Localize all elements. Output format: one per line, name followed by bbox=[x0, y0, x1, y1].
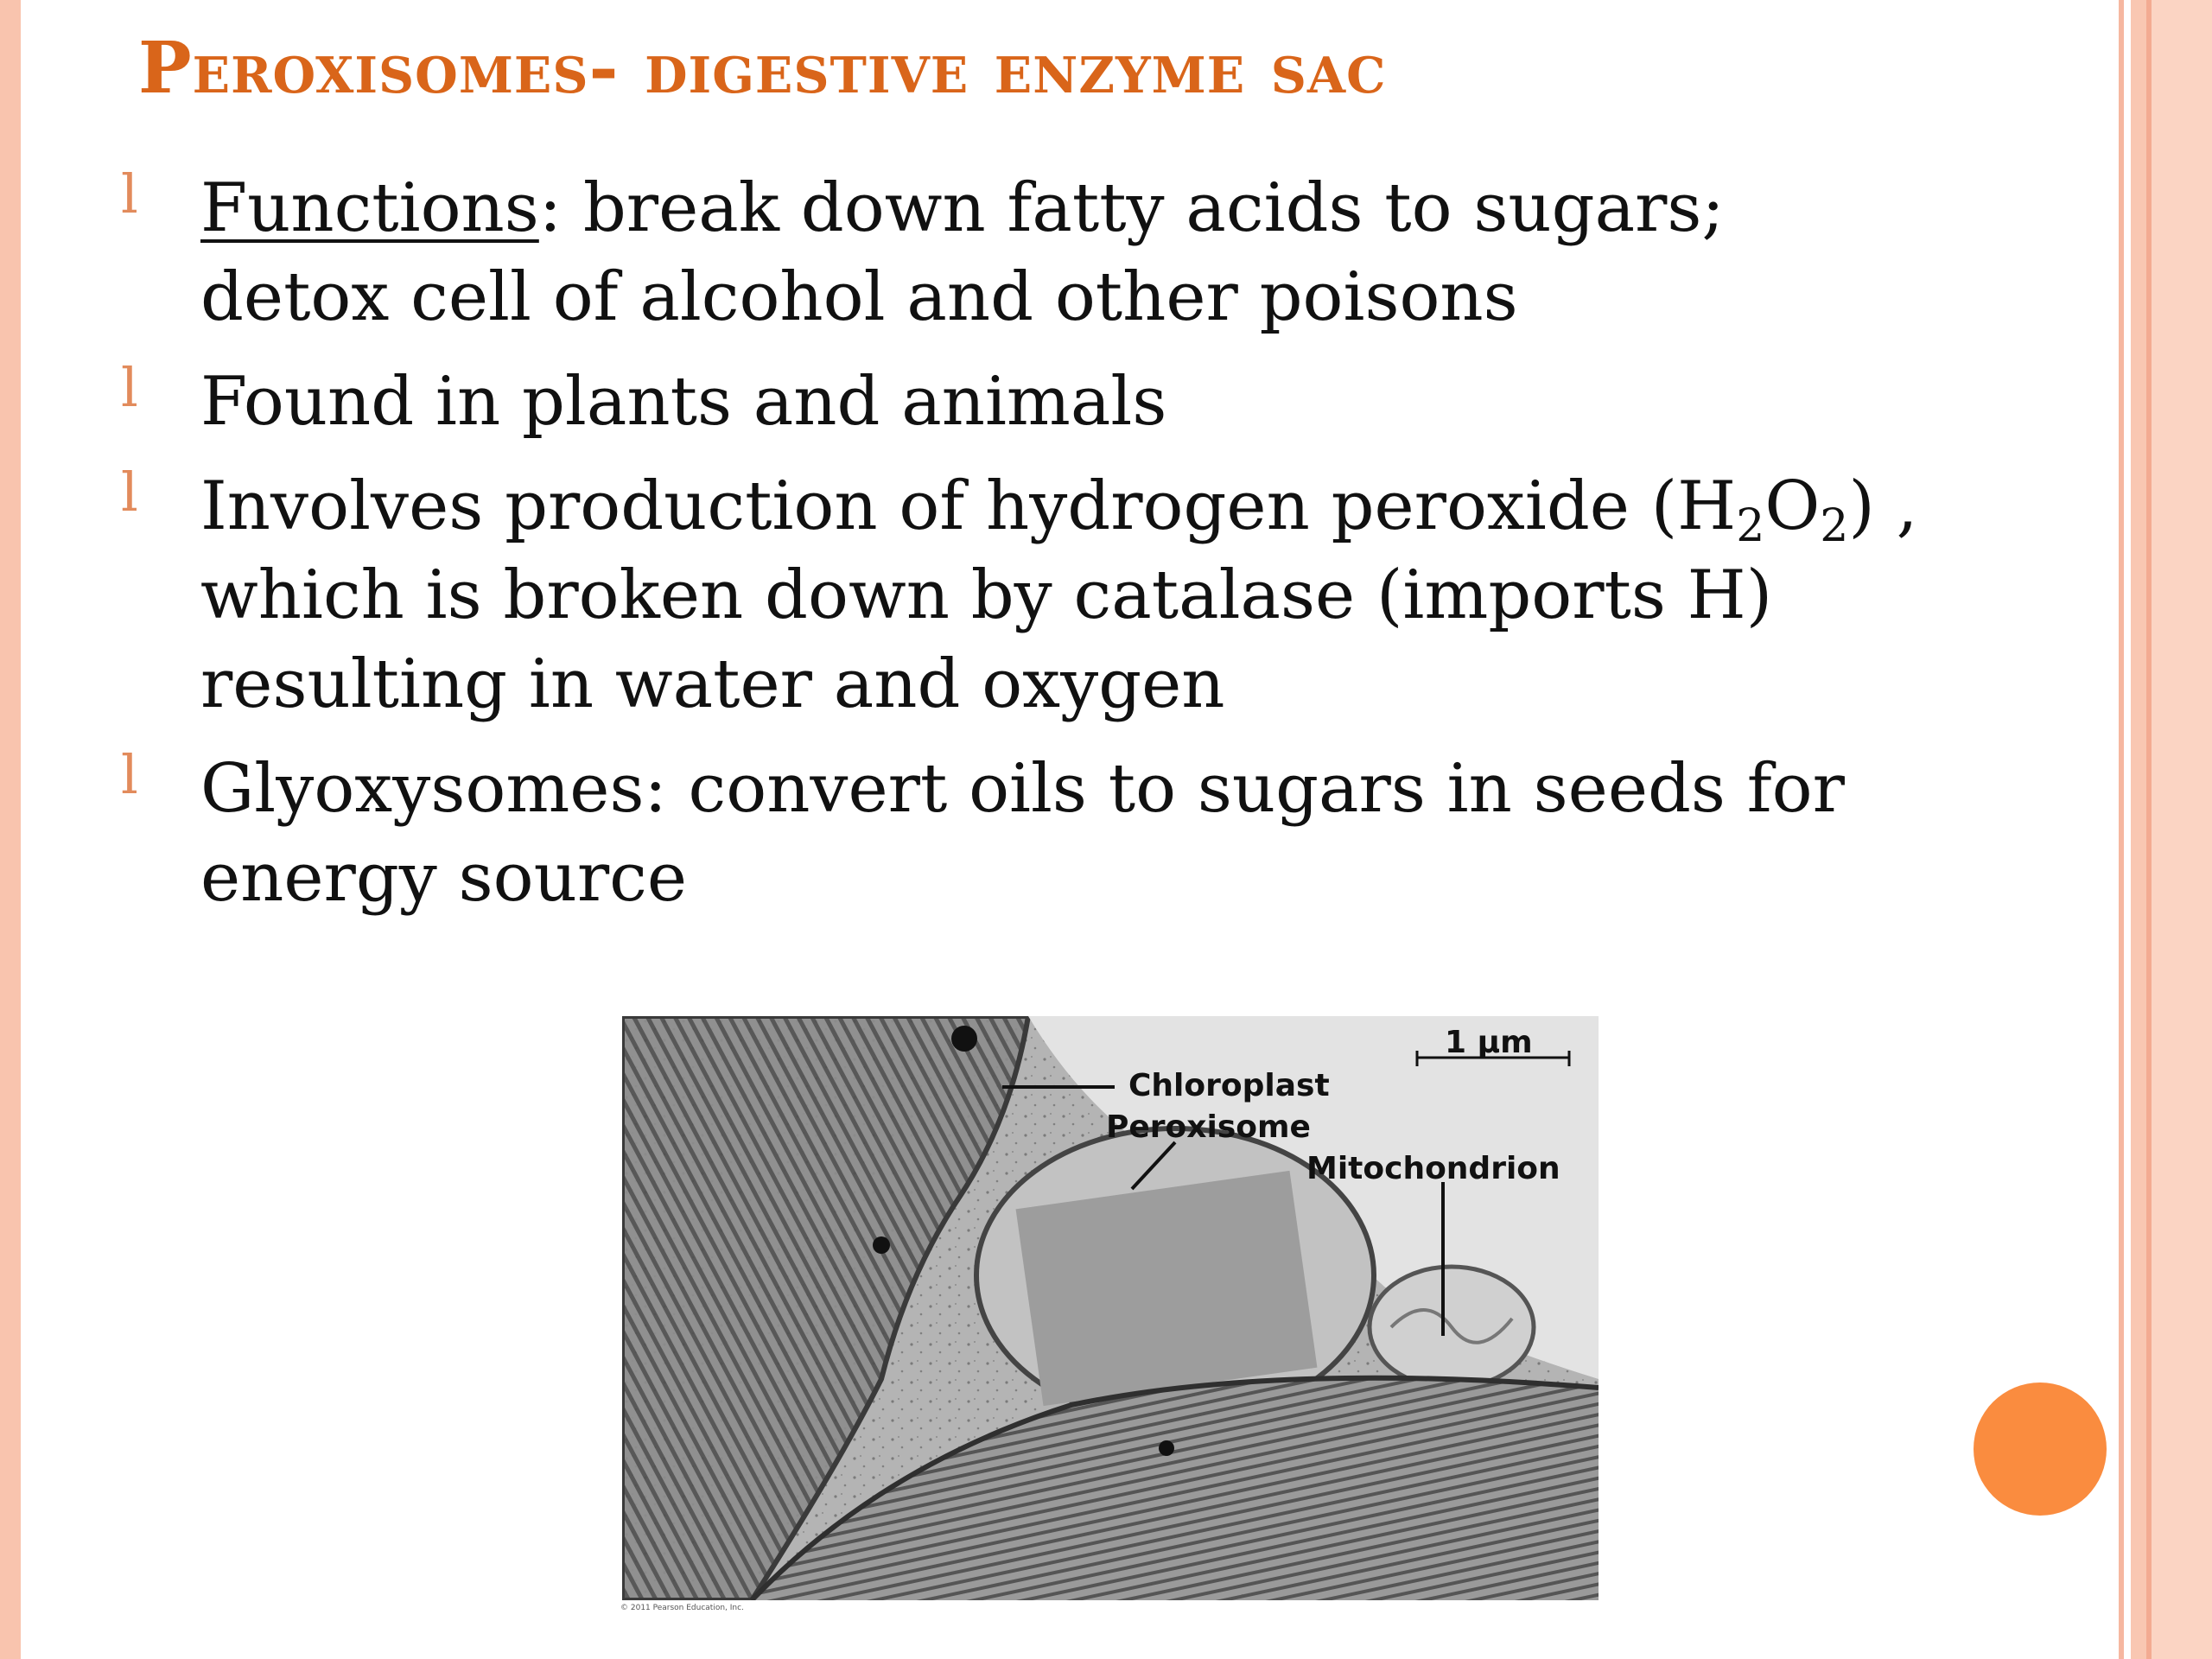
bullet-list bbox=[121, 164, 2065, 938]
bullet-text: Involves production of hydrogen peroxide (H bbox=[200, 467, 1737, 545]
bullet-line: energy source bbox=[200, 839, 687, 917]
bullet-text: ) , bbox=[1848, 467, 1918, 545]
peroxisome-label: Peroxisome bbox=[1106, 1109, 1311, 1145]
mitochondrion-label: Mitochondrion bbox=[1306, 1151, 1560, 1186]
bullet-item bbox=[121, 745, 2065, 923]
frame-right-stripe bbox=[2131, 0, 2146, 1659]
bullet-line: Found in plants and animals bbox=[200, 363, 1167, 441]
figure-copyright: © 2011 Pearson Education, Inc. bbox=[620, 1604, 744, 1612]
chloroplast-label: Chloroplast bbox=[1128, 1068, 1330, 1103]
accent-circle bbox=[1974, 1382, 2107, 1516]
bullet-marker-icon: l bbox=[121, 461, 138, 524]
micrograph-drawing bbox=[622, 1016, 1599, 1600]
bullet-line: resulting in water and oxygen bbox=[200, 645, 1225, 723]
bullet-line: Glyoxysomes: convert oils to sugars in seeds for bbox=[200, 750, 1845, 828]
slide-title: Peroxisomes- digestive enzyme sac bbox=[138, 27, 1387, 110]
bullet-marker-icon: l bbox=[121, 162, 138, 226]
bullet-text: : break down fatty acids to sugars; bbox=[538, 169, 1725, 247]
bullet-line: which is broken down by catalase (imports H) bbox=[200, 556, 1773, 634]
bullet-line bbox=[200, 164, 2065, 253]
bullet-item bbox=[121, 164, 2065, 342]
frame-left-stripe bbox=[0, 0, 21, 1659]
scale-bar-label: 1 µm bbox=[1445, 1025, 1533, 1060]
bullet-line: detox cell of alcohol and other poisons bbox=[200, 258, 1518, 336]
bullet-line bbox=[200, 462, 2065, 551]
term-label: Functions bbox=[200, 169, 539, 247]
micrograph-image bbox=[622, 1016, 1599, 1600]
bullet-marker-icon: l bbox=[121, 743, 138, 806]
bullet-text: O bbox=[1764, 467, 1821, 545]
bullet-marker-icon: l bbox=[121, 356, 138, 419]
frame-right-stripe bbox=[2119, 0, 2124, 1659]
subscript: 2 bbox=[1820, 500, 1849, 552]
subscript: 2 bbox=[1736, 500, 1765, 552]
bullet-item bbox=[121, 462, 2065, 729]
bullet-item bbox=[121, 358, 2065, 447]
frame-right-stripe bbox=[2152, 0, 2212, 1659]
